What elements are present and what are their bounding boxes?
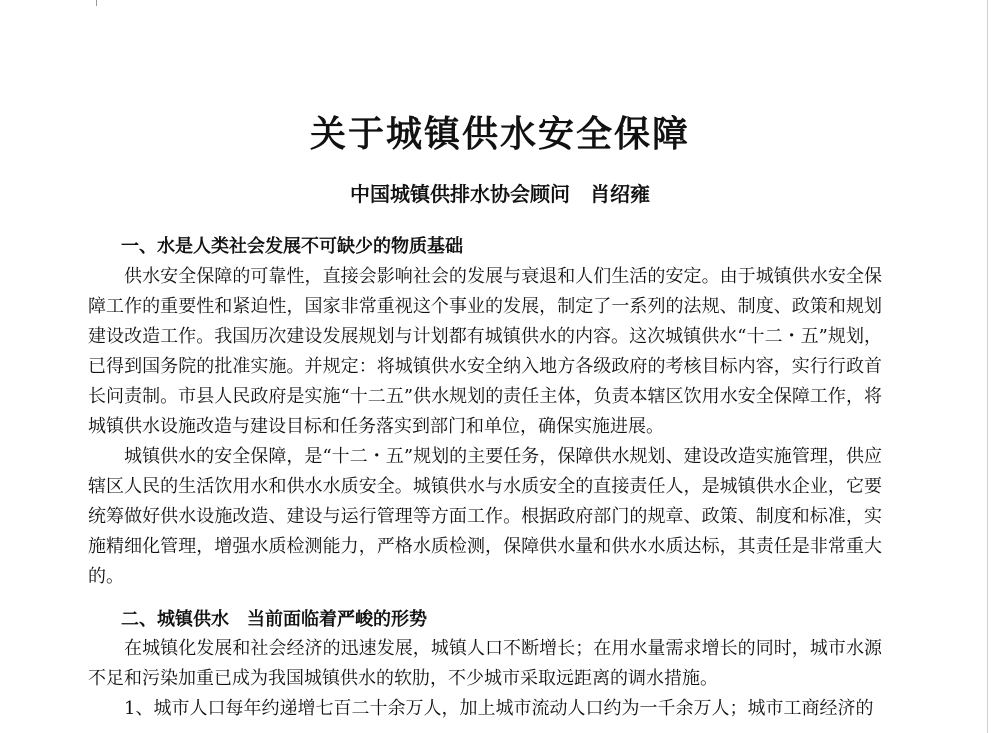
paragraph-1-1 — [88, 262, 882, 442]
scan-speck — [96, 0, 97, 6]
paragraph-2-2 — [88, 694, 882, 724]
paragraph-text: 1、城市人口每年约递增七百二十余万人，加上城市流动人口约为一千余万人；城市工商经济的 — [124, 698, 874, 719]
section-heading-1: 一、水是人类社会发展不可缺少的物质基础 — [121, 236, 463, 257]
document-title: 关于城镇供水安全保障 — [309, 113, 690, 155]
paragraph-text: 城镇供水的安全保障，是“十二・五”规划的主要任务，保障供水规划、建设改造实施管理，供应辖区人民的生活饮用水和供水水质安全。城镇供水与水质安全的直接责任人，是城镇供水企业，它要统筹做好供水设施改造、建设与运行管理等方面工作。根据政府部门的规章、政策、制度和标准，实施精细化管理，增强水质检测能力，严格水质检测，保障供水量和供水水质达标，其责任是非常重大的。 — [88, 446, 882, 587]
author-line: 中国城镇供排水协会顾问 肖绍雍 — [350, 182, 650, 206]
paragraph-text: 在城镇化发展和社会经济的迅速发展，城镇人口不断增长；在用水量需求增长的同时，城市水源不足和污染加重已成为我国城镇供水的软肋，不少城市采取远距离的调水措施。 — [88, 638, 882, 689]
paragraph-text: 供水安全保障的可靠性，直接会影响社会的发展与衰退和人们生活的安定。由于城镇供水安全保障工作的重要性和紧迫性，国家非常重视这个事业的发展，制定了一系列的法规、制度、政策和规划建设改造工作。我国历次建设发展规划与计划都有城镇供水的内容。这次城镇供水“十二・五”规划，已得到国务院的批准实施。并规定：将城镇供水安全纳入地方各级政府的考核目标内容，实行行政首长问责制。市县人民政府是实施“十二五”供水规划的责任主体，负责本辖区饮用水安全保障工作，将城镇供水设施改造与建设目标和任务落实到部门和单位，确保实施进展。 — [88, 266, 882, 437]
section-heading-2: 二、城镇供水 当前面临着严峻的形势 — [121, 609, 427, 630]
paragraph-1-2 — [88, 442, 882, 592]
paragraph-2-1 — [88, 634, 882, 694]
scan-edge-line — [987, 0, 988, 733]
